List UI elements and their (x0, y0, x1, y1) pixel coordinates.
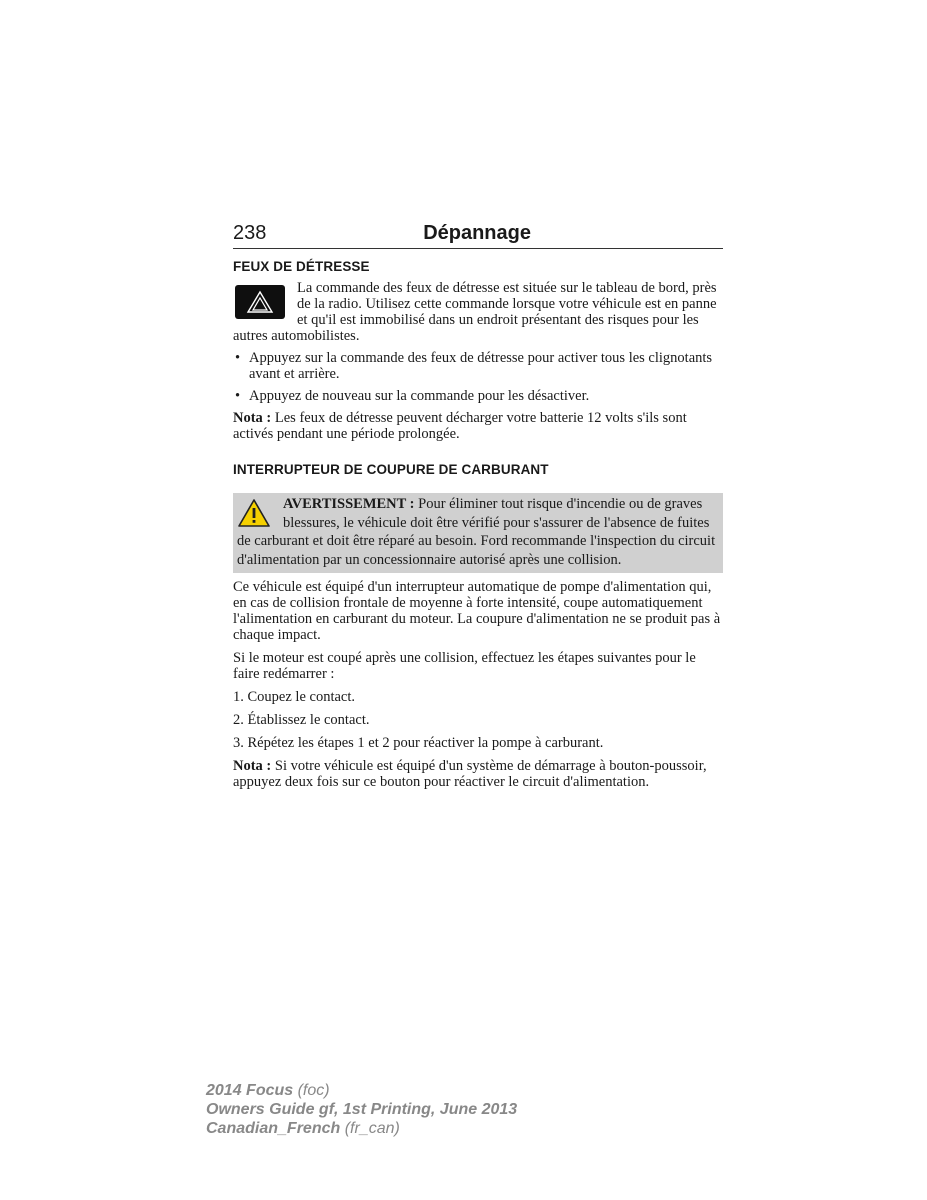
section-heading-fuel-cutoff: INTERRUPTEUR DE COUPURE DE CARBURANT (233, 462, 549, 477)
list-item: • Appuyez de nouveau sur la commande pour les désactiver. (233, 388, 723, 404)
step-item: 3. Répétez les étapes 1 et 2 pour réactiver la pompe à carburant. (233, 735, 604, 751)
warning-label: AVERTISSEMENT : (283, 496, 415, 512)
footer-line-language (206, 1119, 517, 1138)
page-header (233, 222, 723, 249)
hazard-bullet-list (233, 350, 723, 404)
footer-printing: Owners Guide gf, 1st Printing, June 2013 (206, 1101, 518, 1118)
warning-body: Pour éliminer tout risque d'incendie ou de graves blessures, le véhicule doit être vérifié pour s'assurer de l'absence de fuites de carburant et doit être réparé au besoin. Ford recommande l'inspection du circuit d'alimentation par un concessionnaire autorisé après une collision. (237, 496, 716, 568)
section-heading-hazard: FEUX DE DÉTRESSE (233, 259, 370, 274)
footer-model-code: (foc) (293, 1082, 330, 1099)
page-number: 238 (233, 222, 267, 244)
step-item: 1. Coupez le contact. (233, 689, 355, 705)
warning-triangle-icon (237, 498, 271, 528)
list-item: • Appuyez sur la commande des feux de détresse pour activer tous les clignotants avant et arrière. (233, 350, 723, 382)
restart-intro-paragraph: Si le moteur est coupé après une collision, effectuez les étapes suivantes pour le faire redémarrer : (233, 650, 696, 682)
hazard-triangle-icon (235, 285, 285, 319)
footer-line-model (206, 1081, 517, 1100)
footer-model: 2014 Focus (206, 1082, 294, 1099)
footer-line-printing (206, 1100, 517, 1119)
page-title: Dépannage (423, 222, 531, 244)
hazard-intro (233, 280, 723, 344)
fuel-cutoff-note (233, 758, 723, 790)
hazard-intro-text: La commande des feux de détresse est située sur le tableau de bord, près de la radio. Utilisez cette commande lorsque votre véhicule est en panne et qu'il est immobilisé dans un endroit présentant des risques pour les autres automobilistes. (233, 280, 717, 344)
note-label: Nota : (233, 410, 272, 426)
warning-box (233, 493, 723, 573)
fuel-cutoff-paragraph: Ce véhicule est équipé d'un interrupteur automatique de pompe d'alimentation qui, en cas de collision frontale de moyenne à forte intensité, coupe automatiquement l'alimentation en carburant du moteur. La coupure d'alimentation ne se produit pas à chaque impact. (233, 579, 721, 643)
footer-language-code: (fr_can) (340, 1120, 400, 1137)
note-text: Les feux de détresse peuvent décharger votre batterie 12 volts s'ils sont activés pendant une période prolongée. (233, 410, 687, 442)
footer-language: Canadian_French (206, 1120, 341, 1137)
hazard-note (233, 410, 723, 442)
step-item: 2. Établissez le contact. (233, 712, 370, 728)
manual-page (233, 222, 723, 790)
note-text: Si votre véhicule est équipé d'un système de démarrage à bouton-poussoir, appuyez deux fois sur ce bouton pour réactiver le circuit d'alimentation. (233, 758, 707, 790)
warning-text (237, 495, 719, 569)
note-label: Nota : (233, 758, 272, 774)
page-footer (206, 1081, 517, 1138)
